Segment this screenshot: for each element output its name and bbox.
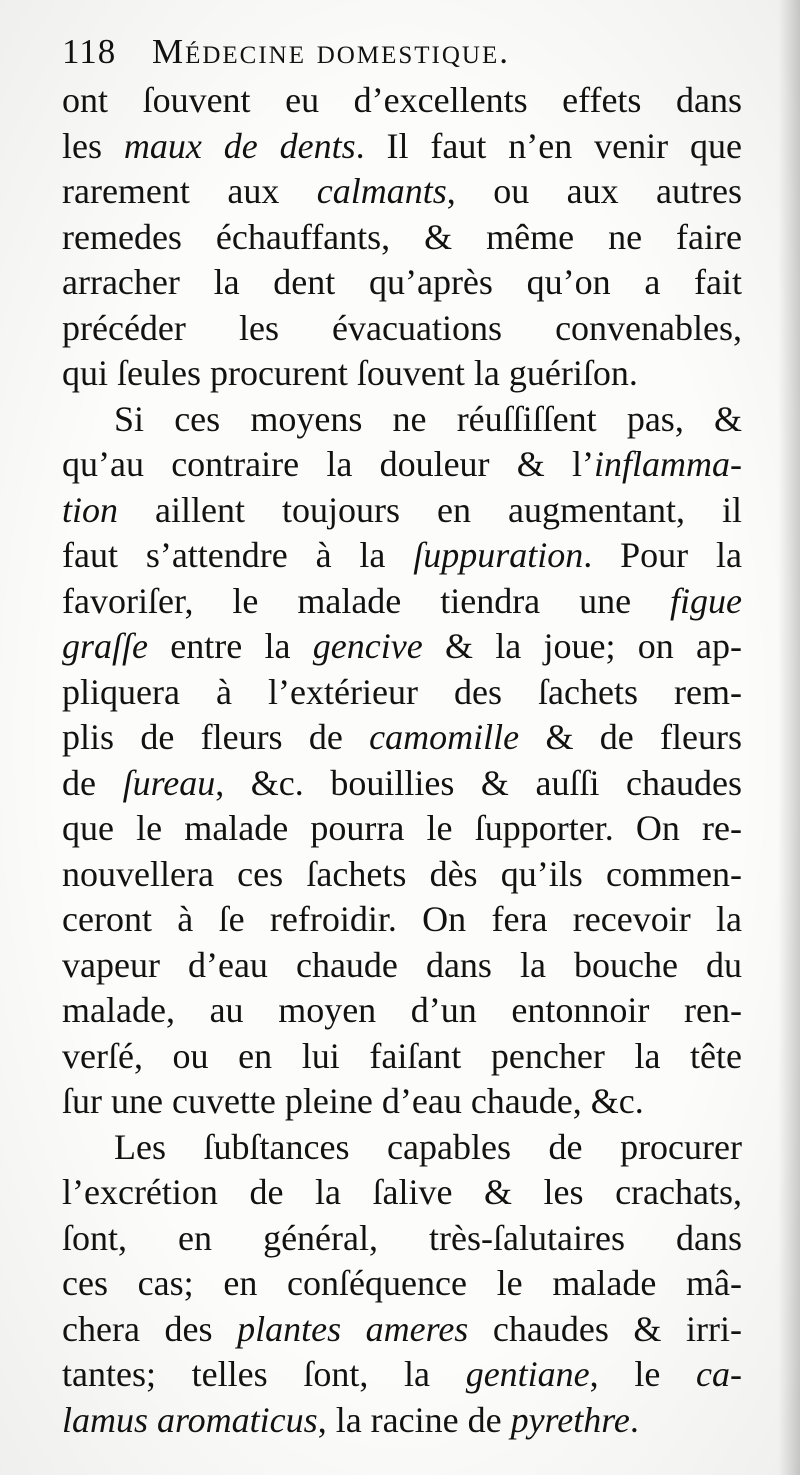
text-run: aillent toujours en augmentant, il xyxy=(118,489,742,530)
italic-run: gencive xyxy=(312,626,423,666)
text-run: que le malade pourra le ſupporter. On re- xyxy=(62,808,742,848)
italic-run: figue xyxy=(670,580,742,621)
text-run: ces cas; en conſéquence le malade mâ- xyxy=(62,1263,742,1303)
text-line xyxy=(62,715,742,761)
text-line xyxy=(62,943,742,989)
text-run: remedes échauffants, & même ne faire xyxy=(62,216,742,257)
text-line xyxy=(62,624,742,670)
text-line xyxy=(62,988,742,1034)
italic-run: ſuppuration xyxy=(413,535,584,575)
text-run: qui ſeules procurent ſouvent la guériſon. xyxy=(62,353,638,393)
text-line xyxy=(62,533,742,579)
text-run: , ou aux autres xyxy=(446,171,742,211)
italic-run: lamus aromaticus xyxy=(62,1399,318,1440)
text-run: ſont, en général, très-ſalutaires dans xyxy=(62,1217,742,1258)
text-line xyxy=(62,351,742,397)
text-run: , la racine de xyxy=(317,1399,511,1440)
text-run: , le xyxy=(589,1354,697,1394)
text-line xyxy=(62,579,742,625)
text-line xyxy=(62,260,742,306)
text-line xyxy=(62,169,742,215)
text-run: les xyxy=(62,125,124,166)
text-run: pliquera à l’extérieur des ſachets rem- xyxy=(62,671,742,712)
text-run: . xyxy=(629,1399,639,1440)
text-run: de xyxy=(62,762,123,803)
text-line xyxy=(62,761,742,807)
italic-run: inflamma- xyxy=(594,444,742,484)
text-line xyxy=(62,1352,742,1398)
text-run: malade, au moyen d’un entonnoir ren- xyxy=(62,990,742,1030)
page-header xyxy=(62,32,510,72)
text-run: arracher la dent qu’après qu’on a fait xyxy=(62,262,742,302)
text-run: entre la xyxy=(148,626,313,666)
text-line xyxy=(62,1125,742,1171)
body-text xyxy=(62,78,742,1443)
text-line xyxy=(62,1307,742,1353)
text-line xyxy=(62,124,742,170)
text-line xyxy=(62,852,742,898)
text-run: ont ſouvent eu d’excellents effets dans xyxy=(62,80,742,120)
italic-run: tion xyxy=(62,489,119,530)
text-run: chaudes & irri- xyxy=(468,1308,742,1349)
text-line xyxy=(62,442,742,488)
text-line xyxy=(62,78,742,124)
text-run: précéder les évacuations convenables, xyxy=(62,307,742,348)
text-run: & de fleurs xyxy=(519,717,743,757)
text-line xyxy=(62,1079,742,1125)
text-line xyxy=(62,1170,742,1216)
text-line xyxy=(62,670,742,716)
text-run: verſé, ou en lui faiſant pencher la tête xyxy=(62,1035,742,1076)
text-line xyxy=(62,397,742,443)
text-run: Si ces moyens ne réuſſiſſent pas, & xyxy=(114,398,742,439)
text-run: ſur une cuvette pleine d’eau chaude, &c. xyxy=(62,1081,644,1121)
running-title: Médecine domestique. xyxy=(151,32,510,71)
text-run: . Il faut n’en venir que xyxy=(355,125,742,166)
text-line xyxy=(62,897,742,943)
text-run: tantes; telles ſont, la xyxy=(62,1354,466,1394)
italic-run: maux de dents xyxy=(123,125,356,166)
italic-run: camomille xyxy=(369,717,520,757)
text-run: & la joue; on ap- xyxy=(422,626,742,666)
text-run: ceront à ſe refroidir. On fera recevoir la xyxy=(62,899,742,939)
page-number: 118 xyxy=(62,32,117,71)
text-line xyxy=(62,1261,742,1307)
text-line xyxy=(62,488,742,534)
text-run: qu’au contraire la douleur & l’ xyxy=(62,444,594,484)
text-run: l’excrétion de la ſalive & les crachats, xyxy=(62,1172,742,1212)
text-run: vapeur d’eau chaude dans la bouche du xyxy=(62,944,742,985)
italic-run: graſſe xyxy=(62,626,148,666)
text-line xyxy=(62,215,742,261)
italic-run: ſureau xyxy=(122,762,216,803)
italic-run: gentiane xyxy=(465,1354,590,1394)
text-run: rarement aux xyxy=(62,171,317,211)
text-run: plis de fleurs de xyxy=(62,717,370,757)
text-line xyxy=(62,306,742,352)
text-line xyxy=(62,1398,742,1444)
text-run: favoriſer, le malade tiendra une xyxy=(62,580,671,621)
text-line xyxy=(62,806,742,852)
page-edge-shadow xyxy=(778,0,800,1475)
text-run: . Pour la xyxy=(583,535,742,575)
text-run: nouvellera ces ſachets dès qu’ils commen- xyxy=(62,853,742,894)
italic-run: pyrethre xyxy=(510,1399,630,1440)
text-run: , &c. bouillies & auſſi chaudes xyxy=(215,762,742,803)
text-run: Les ſubſtances capables de procurer xyxy=(114,1126,742,1167)
text-line xyxy=(62,1034,742,1080)
italic-run: ca- xyxy=(696,1354,743,1394)
text-run: chera des xyxy=(62,1308,238,1349)
italic-run: calmants xyxy=(316,171,447,211)
italic-run: plantes ameres xyxy=(237,1308,469,1349)
text-run: faut s’attendre à la xyxy=(62,535,414,575)
text-line xyxy=(62,1216,742,1262)
